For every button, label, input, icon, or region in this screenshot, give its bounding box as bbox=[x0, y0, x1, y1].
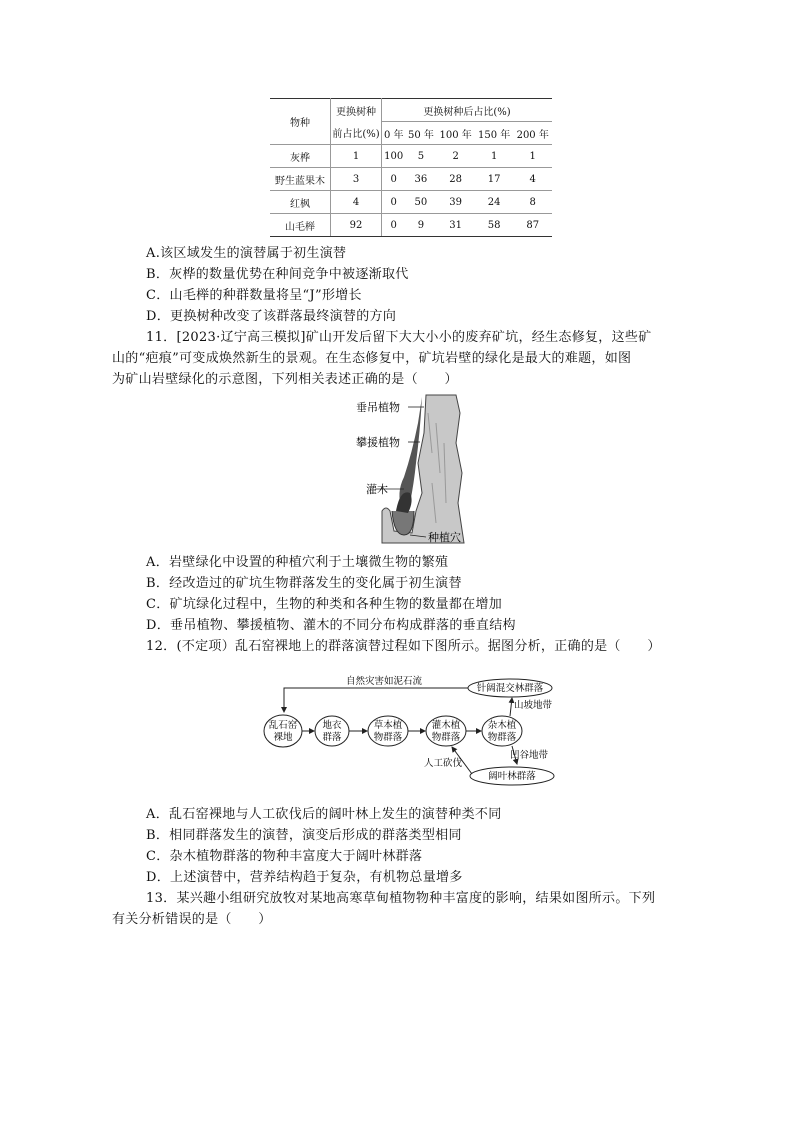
cell: 0 bbox=[382, 168, 406, 191]
succession-table bbox=[270, 98, 552, 237]
cell: 50 bbox=[405, 191, 436, 214]
label-climbing-plants: 攀援植物 bbox=[356, 436, 400, 449]
year-header: 50 年 bbox=[405, 122, 436, 145]
succession-flow-figure bbox=[262, 670, 562, 794]
rock-wall-svg bbox=[356, 393, 476, 545]
species-name: 红枫 bbox=[270, 191, 331, 214]
q11-option-d: D．垂吊植物、攀援植物、灌木的不同分布构成群落的垂直结构 bbox=[146, 618, 516, 633]
shrub-shape bbox=[396, 492, 412, 513]
label-natural-disaster: 自然灾害如泥石流 bbox=[346, 676, 423, 687]
q11-stem-line2: 山的“疤痕”可变成焕然新生的景观。在生态修复中，矿坑岩壁的绿化是最大的难题，如图 bbox=[112, 351, 632, 366]
q12-option-c: C．杂木植物群落的物种丰富度大于阔叶林群落 bbox=[146, 849, 423, 864]
q13-stem-line1: 13．某兴趣小组研究放牧对某地高寒草甸植物物种丰富度的影响，结果如图所示。下列 bbox=[146, 891, 656, 906]
cell: 9 bbox=[405, 214, 436, 237]
q11-option-b: B．经改造过的矿坑生物群落发生的变化属于初生演替 bbox=[146, 576, 462, 591]
node-shrub-text1: 灌木植 bbox=[431, 720, 461, 731]
q10-option-d: D．更换树种改变了该群落最终演替的方向 bbox=[146, 309, 397, 324]
cell: 4 bbox=[513, 168, 552, 191]
table-row bbox=[270, 168, 552, 191]
label-logging: 人工砍伐 bbox=[424, 758, 463, 769]
node-herb-text1: 草本植 bbox=[373, 720, 403, 731]
cell: 39 bbox=[436, 191, 475, 214]
table-row bbox=[270, 214, 552, 237]
species-name: 山毛榉 bbox=[270, 214, 331, 237]
year-header: 100 年 bbox=[436, 122, 475, 145]
before-value: 1 bbox=[331, 145, 382, 168]
label-mixed-forest: 针阔混交林群落 bbox=[476, 683, 544, 694]
cell: 87 bbox=[513, 214, 552, 237]
cell: 31 bbox=[436, 214, 475, 237]
table-row bbox=[270, 145, 552, 168]
q11-option-c: C．矿坑绿化过程中，生物的种类和各种生物的数量都在增加 bbox=[146, 597, 503, 612]
succession-flow-svg bbox=[262, 670, 562, 790]
label-slope: 山坡地带 bbox=[514, 700, 553, 711]
label-broadleaf: 阔叶林群落 bbox=[488, 771, 536, 782]
cell: 28 bbox=[436, 168, 475, 191]
q11-stem-line3: 为矿山岩壁绿化的示意图，下列相关表述正确的是（ ） bbox=[112, 372, 458, 387]
succession-table-wrap bbox=[270, 98, 552, 237]
q10-option-b: B．灰桦的数量优势在种间竞争中被逐渐取代 bbox=[146, 267, 409, 282]
cell: 58 bbox=[475, 214, 514, 237]
before-value: 4 bbox=[331, 191, 382, 214]
q11-stem-line1: 11．[2023·辽宁高三模拟]矿山开发后留下大大小小的废弃矿坑，经生态修复，这些矿 bbox=[146, 330, 652, 345]
cell: 1 bbox=[475, 145, 514, 168]
cell: 100 bbox=[382, 145, 406, 168]
cell: 24 bbox=[475, 191, 514, 214]
node-shrub-text2: 物群落 bbox=[431, 732, 461, 743]
q10-option-c: C．山毛榉的种群数量将呈“J”形增长 bbox=[146, 288, 362, 303]
q12-option-d: D．上述演替中，营养结构趋于复杂，有机物总量增多 bbox=[146, 870, 463, 885]
q10-option-a: A.该区域发生的演替属于初生演替 bbox=[146, 246, 347, 261]
year-header: 0 年 bbox=[382, 122, 406, 145]
node-bare-land-text1: 乱石窑 bbox=[268, 720, 298, 731]
cell: 2 bbox=[436, 145, 475, 168]
year-header: 200 年 bbox=[513, 122, 552, 145]
col-species: 物种 bbox=[270, 99, 331, 145]
label-valley: 凹谷地带 bbox=[510, 750, 549, 761]
node-lichen-text1: 地衣 bbox=[322, 720, 342, 731]
year-header: 150 年 bbox=[475, 122, 514, 145]
before-value: 92 bbox=[331, 214, 382, 237]
col-before-l1: 更换树种 bbox=[331, 99, 382, 122]
q12-option-a: A．乱石窑裸地与人工砍伐后的阔叶林上发生的演替种类不同 bbox=[146, 807, 502, 822]
cell: 5 bbox=[405, 145, 436, 168]
node-mixed-wood-text2: 物群落 bbox=[487, 732, 517, 743]
q13-stem-line2: 有关分析错误的是（ ） bbox=[112, 912, 272, 927]
node-bare-land-text2: 裸地 bbox=[273, 732, 293, 743]
label-shrub: 灌木 bbox=[366, 483, 388, 496]
label-hanging-plants: 垂吊植物 bbox=[356, 401, 400, 414]
cell: 0 bbox=[382, 191, 406, 214]
species-name: 野生蓝果木 bbox=[270, 168, 331, 191]
q12-stem: 12．(不定项）乱石窑裸地上的群落演替过程如下图所示。据图分析，正确的是（ ） bbox=[146, 639, 661, 654]
table-row bbox=[270, 191, 552, 214]
species-name: 灰桦 bbox=[270, 145, 331, 168]
cell: 1 bbox=[513, 145, 552, 168]
q11-option-a: A．岩壁绿化中设置的种植穴利于土壤微生物的繁殖 bbox=[146, 555, 449, 570]
node-mixed-wood-text1: 杂木植 bbox=[487, 720, 517, 731]
q12-option-b: B．相同群落发生的演替，演变后形成的群落类型相同 bbox=[146, 828, 462, 843]
rock-wall-figure bbox=[356, 393, 476, 549]
vegetation bbox=[399, 397, 422, 509]
col-before-l2: 前占比(%) bbox=[331, 122, 382, 145]
col-after: 更换树种后占比(%) bbox=[382, 99, 553, 122]
cell: 36 bbox=[405, 168, 436, 191]
cell: 8 bbox=[513, 191, 552, 214]
cell: 0 bbox=[382, 214, 406, 237]
node-lichen-text2: 群落 bbox=[322, 732, 342, 743]
cell: 17 bbox=[475, 168, 514, 191]
label-planting-hole: 种植穴 bbox=[428, 531, 461, 544]
node-herb-text2: 物群落 bbox=[373, 732, 403, 743]
before-value: 3 bbox=[331, 168, 382, 191]
